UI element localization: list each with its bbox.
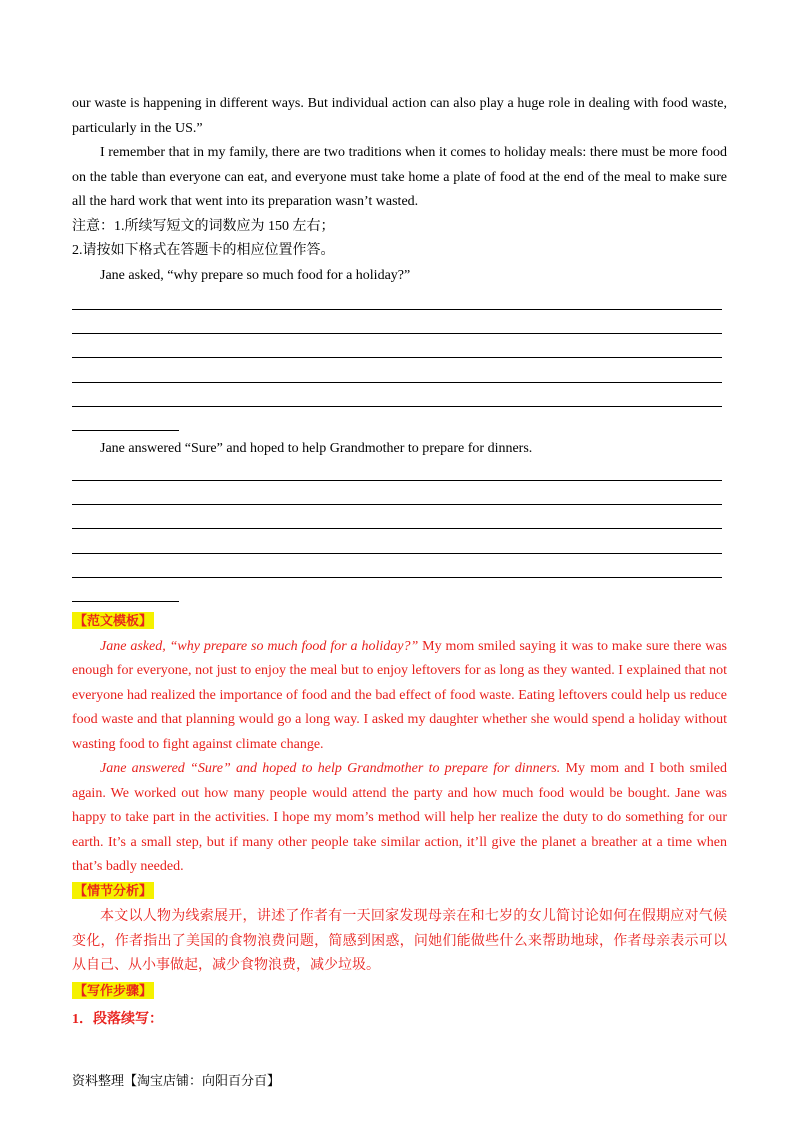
- model-prompt-italic: Jane asked, “why prepare so much food for a holiday?”: [100, 638, 419, 654]
- answer-line: [72, 406, 722, 407]
- answer-line: [72, 504, 722, 505]
- footer-text: 资料整理【淘宝店铺：向阳百分百】: [72, 1074, 281, 1089]
- answer-line: [72, 553, 722, 554]
- model-text: My mom smiled saying it was to make sure there was enough for everyone, not just to enjoy the meal but to enjoy leftovers for as long as they wanted. I explained that not everyone had realized the importance of food and the bad effect of food waste. Eating leftovers could help us reduce food waste and that planning would go a long way. I asked my daughter whether she would spend a holiday without wasting food to fight against climate change.: [72, 638, 727, 752]
- answer-line: [72, 357, 722, 358]
- passage-paragraph: I remember that in my family, there are two traditions when it comes to holiday meals: there must be more food on the table than everyone can eat, and everyone must take home a plate of food at the end of the meal to make sure all the hard work that went into its preparation wasn’t wasted.: [72, 145, 727, 209]
- answer-line-short: [72, 430, 179, 431]
- answer-line: [72, 309, 722, 310]
- answer-line: [72, 577, 722, 578]
- answer-line: [72, 382, 722, 383]
- model-prompt-italic: Jane answered “Sure” and hoped to help Grandmother to prepare for dinners.: [100, 761, 561, 776]
- answer-line: [72, 480, 722, 481]
- note-line: 注意：1.所续写短文的词数应为 150 左右；: [72, 218, 335, 234]
- answer-line: [72, 333, 722, 334]
- model-essay: [72, 610, 727, 1033]
- steps-tag: 【写作步骤】: [74, 982, 153, 998]
- model-essay-tag: 【范文模板】: [74, 613, 153, 628]
- analysis-text: 本文以人物为线索展开，讲述了作者有一天回家发现母亲在和七岁的女儿简讨论如何在假期应对气候变化，作者指出了美国的食物浪费问题，简感到困惑，问她们能做些什么来帮助地球，作者母亲表示可以从自己、从小事做起，减少食物浪费，减少垃圾。: [72, 908, 727, 973]
- model-paragraph-1: [72, 635, 727, 758]
- passage: [72, 92, 727, 288]
- model-paragraph-2: [72, 757, 727, 880]
- note-line: 2.请按如下格式在答题卡的相应位置作答。: [72, 243, 335, 258]
- passage-paragraph: our waste is happening in different ways. But individual action can also play a huge role in dealing with food waste, particularly in the US.”: [72, 96, 727, 136]
- model-text: My mom and I both smiled again. We worked out how many people would attend the party and how much food would be bought. Jane was happy to take part in the activities. I hope my mom’s method will help her realize the duty to do something for our earth. It’s a small step, but if many other people take similar action, it’ll give the planet a breather at a time when that’s badly needed.: [72, 761, 727, 874]
- answer-line: [72, 528, 722, 529]
- answer-line-short: [72, 601, 179, 602]
- step-1-heading: 1．段落续写：: [72, 1012, 163, 1027]
- prompt-paragraph-1: Jane asked, “why prepare so much food for a holiday?”: [100, 267, 411, 283]
- prompt-paragraph-2: Jane answered “Sure” and hoped to help Grandmother to prepare for dinners.: [100, 441, 533, 456]
- analysis-tag: 【情节分析】: [74, 882, 153, 898]
- prompt-block-2: [72, 437, 727, 462]
